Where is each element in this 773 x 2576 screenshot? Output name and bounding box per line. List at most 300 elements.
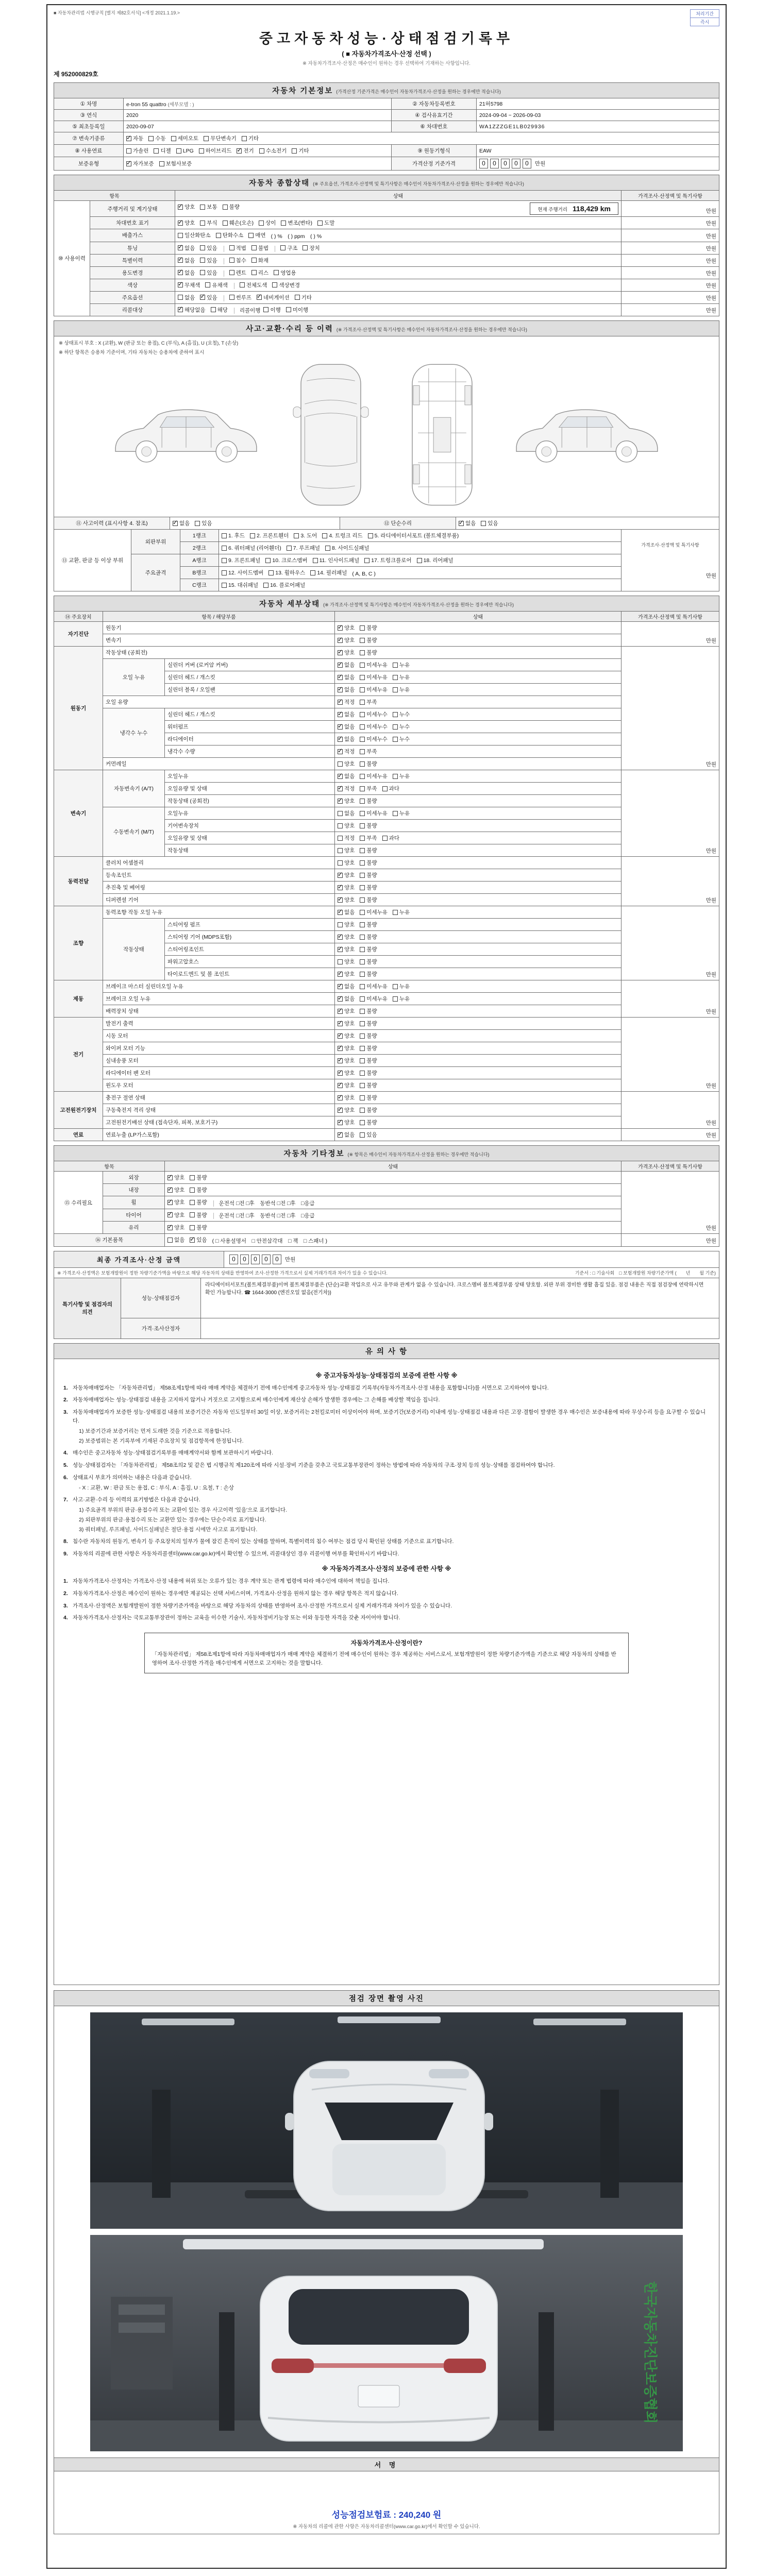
checkbox-label: 누유 [399,662,410,668]
detail-item-label: 변속기 [103,634,335,647]
checkbox-미세누유[interactable] [360,809,388,817]
warranty-type-label: 보증유형 [54,157,124,171]
checkbox-18. 리어패널[interactable] [417,556,453,564]
checkbox-label: 불량 [366,885,377,891]
checkbox-양호[interactable] [338,1007,355,1015]
checkbox-침수[interactable] [229,257,246,264]
checkbox-적정[interactable] [338,785,355,792]
checkbox-label: 없음 [184,269,195,276]
checkbox-양호[interactable] [178,203,195,211]
checkbox-이행[interactable] [263,306,280,314]
checkbox-무단변속기[interactable] [204,134,237,142]
checkbox-label: 누유 [399,674,410,681]
checkbox-10. 크로스멤버[interactable] [265,556,307,564]
checkbox-12. 사이드멤버[interactable] [222,569,263,577]
checkbox-15. 대쉬패널[interactable] [222,581,258,589]
checkbox-icon [360,1071,365,1076]
checkbox-전체도색[interactable] [240,281,267,289]
checkbox-누유[interactable] [393,908,410,916]
notice-number: 2. [63,1397,68,1403]
checkbox-양호[interactable] [338,970,355,978]
checkbox-불량[interactable] [360,1118,377,1126]
checkbox-불량[interactable] [360,636,377,644]
checkbox-label: 없음 [344,662,355,668]
checkbox-양호[interactable] [338,797,355,805]
checkbox-탄화수소[interactable] [216,231,244,239]
checkbox-없음[interactable] [178,294,195,301]
notice-number: 6. [63,1474,68,1481]
checkbox-누수[interactable] [393,710,410,718]
checkbox-양호[interactable] [167,1224,184,1231]
checkbox-보통[interactable] [200,203,217,211]
checkbox-양호[interactable] [338,884,355,891]
checkbox-불량[interactable] [190,1211,207,1219]
checkbox-icon [268,570,274,575]
etc-head-price: 가격조사·산정액 및 특기사항 [621,1161,719,1172]
checkbox-무채색[interactable] [178,281,200,289]
checkbox-미세누유[interactable] [360,908,388,916]
checkbox-4. 트렁크 리드[interactable] [322,532,362,539]
checkbox-불량[interactable] [190,1198,207,1206]
checkbox-label: 불량 [366,848,377,854]
checkbox-불량[interactable] [360,1032,377,1040]
detail-row [54,1079,719,1092]
checkbox-있음[interactable] [200,244,217,252]
motor-type-value: EAW [477,145,719,157]
checkbox-불량[interactable] [360,1106,377,1114]
checkbox-label: 미세누수 [366,736,388,742]
checkbox-전기[interactable] [237,147,254,155]
checkbox-icon [178,258,183,263]
price-amount-cell: 만원 [621,217,719,229]
checkbox-불량[interactable] [360,1057,377,1064]
detail-item-label: 실린더 커버 (로커암 커버) [165,659,335,671]
checkbox-없음[interactable] [338,673,355,681]
checkbox-양호[interactable] [338,846,355,854]
checkbox-있음[interactable] [360,1131,377,1139]
checkbox-양호[interactable] [338,760,355,768]
checkbox-label: 불량 [366,1107,377,1113]
checkbox-label: 해당 [217,307,228,313]
checkbox-불량[interactable] [360,1094,377,1101]
final-price-note: 기준서 : □ 기술사회 □ 보험개발원 차량기준가액 ( 년 월 기준) ※ 가격조사·산정액은 보험개발원이 정한 차량기준가액을 바탕으로 해당 자동차의 상태를 반영하여 조사·산정한 가격으로서 실제 거래가격과 차이가 있을 수 있습니다. [54,1267,719,1278]
checkbox-가솔린[interactable] [126,147,148,155]
checkbox-14. 필러패널[interactable] [310,569,347,577]
checkbox-불량[interactable] [190,1224,207,1231]
checkbox-icon [338,860,343,866]
checkbox-icon [223,205,228,210]
checkbox-해당[interactable] [211,306,228,314]
checkbox-양호[interactable] [338,822,355,829]
checkbox-양호[interactable] [167,1174,184,1181]
checkbox-자동[interactable] [126,134,143,142]
checkbox-양호[interactable] [338,933,355,941]
detail-row [54,1129,719,1141]
checkbox-불량[interactable] [360,871,377,879]
checkbox-icon [229,245,234,250]
checkbox-보험사보증[interactable] [159,160,192,167]
checkbox-7. 루프패널[interactable] [287,544,320,552]
checkbox-label: 미세누수 [366,711,388,718]
checkbox-icon [360,1132,365,1138]
checkbox-label: 13. 휠하우스 [275,570,306,576]
overall-extra-label: 리콜이행 [239,308,261,314]
checkbox-양호[interactable] [338,649,355,656]
checkbox-label: 없음 [344,909,355,916]
checkbox-icon [360,786,365,791]
checkbox-icon [338,1046,343,1051]
detail-item-label: 실린더 헤드 / 개스킷 [165,708,335,721]
checkbox-있음[interactable] [195,519,212,527]
photo-section-title: 점검 장면 촬영 사진 [54,1991,719,2006]
checkbox-불량[interactable] [360,921,377,928]
checkbox-양호[interactable] [167,1186,184,1194]
checkbox-구조[interactable] [280,244,297,252]
current-mileage-box [530,202,618,215]
detail-item-label: 기어변속장치 [165,820,335,832]
detail-row [54,758,719,770]
checkbox-누유[interactable] [393,772,410,780]
checkbox-누유[interactable] [393,661,410,669]
checkbox-icon [360,984,365,989]
checkbox-icon [259,221,264,226]
checkbox-불량[interactable] [360,896,377,904]
checkbox-label: 2. 프론트휀더 [256,533,289,539]
checkbox-과다[interactable] [382,834,399,842]
checkbox-매연[interactable] [248,231,265,239]
device-group-label: 변속기 [54,770,103,857]
checkbox-icon [190,1200,195,1205]
checkbox-불량[interactable] [360,958,377,965]
checkbox-불량[interactable] [190,1186,207,1194]
checkbox-불량[interactable] [360,822,377,829]
transmission-options [124,132,719,145]
checkbox-부족[interactable] [360,698,377,706]
checkbox-없음[interactable] [178,257,195,264]
detail-state-cell [335,993,621,1005]
checkbox-label: 있음 [207,245,217,251]
checkbox-미세누유[interactable] [360,673,388,681]
rank-row [54,554,719,567]
checkbox-양호[interactable] [338,958,355,965]
checkbox-icon [360,910,365,915]
checkbox-미세누유[interactable] [360,661,388,669]
checkbox-없음[interactable] [338,686,355,693]
checkbox-양호[interactable] [338,1106,355,1114]
checkbox-icon [393,663,398,668]
detail-item-label: 실린더 헤드 / 개스킷 [165,671,335,684]
checkbox-1. 후드[interactable] [222,532,245,539]
checkbox-적정[interactable] [338,698,355,706]
checkbox-있음[interactable] [200,294,217,301]
checkbox-없음[interactable] [338,809,355,817]
checkbox-적정[interactable] [338,834,355,842]
checkbox-양호[interactable] [338,921,355,928]
checkbox-있음[interactable] [200,257,217,264]
checkbox-양호[interactable] [338,624,355,632]
checkbox-양호[interactable] [338,871,355,879]
checkbox-양호[interactable] [338,1057,355,1064]
checkbox-영업용[interactable] [274,269,296,277]
checkbox-icon [338,1108,343,1113]
checkbox-불량[interactable] [360,1069,377,1077]
car-underbody-diagram [398,360,486,509]
checkbox-양호[interactable] [178,219,195,227]
checkbox-3. 도어[interactable] [294,532,317,539]
checkbox-불량[interactable] [360,846,377,854]
checkbox-일산화탄소[interactable] [178,231,211,239]
checkbox-icon [393,996,398,1002]
checkbox-label: 누유 [399,984,410,990]
checkbox-불량[interactable] [360,1020,377,1027]
checkbox-양호[interactable] [338,1081,355,1089]
checkbox-icon [338,1009,343,1014]
checkbox-양호[interactable] [338,1094,355,1101]
checkbox-누유[interactable] [393,673,410,681]
checkbox-label: 보험사보증 [165,161,192,167]
checkbox-icon [393,811,398,816]
checkbox-icon [338,885,343,890]
checkbox-icon [195,521,200,526]
checkbox-미세누수[interactable] [360,723,388,731]
notice-subitem: - X : 교환, W : 판금 또는 용접, C : 부식, A : 흠집, U : 요철, T : 손상 [79,1484,234,1491]
overall-row [54,217,719,229]
checkbox-label: 색상변경 [279,282,300,289]
checkbox-label: 불량 [366,860,377,866]
checkbox-icon [338,663,343,668]
detail-item-label: 브레이크 오일 누유 [103,993,335,1005]
checkbox-label: 양호 [344,1033,355,1039]
checkbox-미이행[interactable] [286,306,308,314]
checkbox-부식[interactable] [200,219,217,227]
checkbox-불량[interactable] [360,760,377,768]
checkbox-해당없음[interactable] [178,306,206,314]
checkbox-없음[interactable] [173,519,190,527]
checkbox-미세누유[interactable] [360,982,388,990]
base-price-value: 0 0 0 0 0 만원 [477,157,719,171]
checkbox-네비게이션[interactable] [257,294,290,301]
checkbox-불량[interactable] [360,1044,377,1052]
checkbox-미세누수[interactable] [360,735,388,743]
checkbox-누유[interactable] [393,995,410,1003]
checkbox-불량[interactable] [360,1007,377,1015]
checkbox-양호[interactable] [338,1118,355,1126]
notice-item [63,1589,710,1598]
checkbox-icon [360,1033,365,1039]
overall-state-cell [175,279,621,291]
checkbox-양호[interactable] [338,1020,355,1027]
checkbox-label: 양호 [184,204,195,210]
checkbox-label: 불량 [366,959,377,965]
checkbox-불량[interactable] [360,933,377,941]
checkbox-미세누유[interactable] [360,995,388,1003]
checkbox-양호[interactable] [338,896,355,904]
price-amount-cell: 만원 [621,857,719,906]
detail-state-cell [335,1079,621,1092]
checkbox-장치[interactable] [303,244,320,252]
detail-subgroup-label: 수동변속기 (M/T) [103,807,165,857]
checkbox-label: 있음 [201,520,212,527]
checkbox-label: 적정 [344,749,355,755]
checkbox-기타[interactable] [292,147,309,155]
checkbox-불법[interactable] [251,244,268,252]
checkbox-변조(변타)[interactable] [281,219,312,227]
checkbox-없음[interactable] [338,710,355,718]
checkbox-label: 양호 [344,637,355,643]
checkbox-불량[interactable] [360,970,377,978]
checkbox-icon [200,270,205,275]
checkbox-양호[interactable] [338,636,355,644]
checkbox-label: 유채색 [212,282,228,289]
notice-text: 상태표시 부호가 의미하는 내용은 다음과 같습니다. [73,1474,192,1481]
checkbox-양호[interactable] [338,859,355,867]
checkbox-적법[interactable] [229,244,246,252]
checkbox-렌트[interactable] [229,269,246,277]
checkbox-훼손(오손)[interactable] [223,219,254,227]
checkbox-없음[interactable] [338,772,355,780]
checkbox-미세누유[interactable] [360,772,388,780]
checkbox-누유[interactable] [393,809,410,817]
checkbox-label: 양호 [344,650,355,656]
checkbox-icon [154,148,159,154]
checkbox-icon [338,749,343,754]
checkbox-미세누수[interactable] [360,710,388,718]
checkbox-불량[interactable] [360,884,377,891]
checkbox-icon [176,148,181,154]
checkbox-불량[interactable] [360,1081,377,1089]
checkbox-icon [248,233,254,238]
checkbox-과다[interactable] [382,785,399,792]
checkbox-하이브리드[interactable] [199,147,232,155]
checkbox-불량[interactable] [360,624,377,632]
detail-state-cell [335,968,621,980]
checkbox-상이[interactable] [259,219,276,227]
amount-digit: 0 [501,159,510,168]
rank-note: ( A, B, C ) [352,570,376,577]
checkbox-없음[interactable] [459,519,476,527]
checkbox-미세누유[interactable] [360,686,388,693]
checkbox-13. 휠하우스[interactable] [268,569,305,577]
checkbox-label: 일산화탄소 [184,232,211,239]
checkbox-label: 적법 [236,245,246,251]
detail-head-price: 가격조사·산정액 및 특기사항 [621,612,719,622]
checkbox-기타[interactable] [295,294,312,301]
checkbox-없음[interactable] [338,908,355,916]
checkbox-유채색[interactable] [205,281,227,289]
checkbox-없음[interactable] [338,661,355,669]
checkbox-있음[interactable] [200,269,217,277]
checkbox-없음[interactable] [178,269,195,277]
checkbox-불량[interactable] [223,203,240,211]
checkbox-icon [222,570,227,575]
checkbox-9. 프론트패널[interactable] [222,556,260,564]
checkbox-부족[interactable] [360,785,377,792]
checkbox-적정[interactable] [338,748,355,755]
checkbox-부족[interactable] [360,748,377,755]
checkbox-누유[interactable] [393,982,410,990]
checkbox-label: 양호 [344,823,355,829]
checkbox-부족[interactable] [360,834,377,842]
checkbox-수소전기[interactable] [259,147,287,155]
checkbox-없음[interactable] [338,735,355,743]
detail-state-cell [335,1018,621,1030]
price-amount-cell: 만원 [621,242,719,254]
checkbox-label: 없음 [344,810,355,817]
checkbox-세미오토[interactable] [171,134,199,142]
checkbox-17. 트렁크플로어[interactable] [364,556,411,564]
checkbox-label: 침수 [236,257,246,264]
checkbox-LPG[interactable] [176,148,194,154]
checkbox-없음[interactable] [167,1236,184,1244]
checkbox-없음[interactable] [338,723,355,731]
checkbox-icon [382,786,388,791]
accident-diagram-cell [54,336,719,517]
checkbox-누유[interactable] [393,686,410,693]
checkbox-11. 인사이드패널[interactable] [313,556,360,564]
notice-number: 3. [63,1602,68,1609]
checkbox-양호[interactable] [167,1211,184,1219]
checkbox-양호[interactable] [338,945,355,953]
checkbox-자가보증[interactable] [126,160,154,167]
checkbox-label: 불량 [366,872,377,878]
checkbox-양호[interactable] [167,1198,184,1206]
checkbox-없음[interactable] [178,244,195,252]
checkbox-양호[interactable] [338,1069,355,1077]
checkbox-누수[interactable] [393,723,410,731]
checkbox-icon [200,245,205,250]
checkbox-불량[interactable] [190,1174,207,1181]
price-amount-cell: 만원 [621,291,719,303]
checkbox-2. 프론트휀더[interactable] [250,532,289,539]
checkbox-리스[interactable] [251,269,268,277]
checkbox-기타[interactable] [242,134,259,142]
checkbox-icon [257,295,262,300]
checkbox-5. 라디에이터서포트 (볼트체결부품)[interactable] [368,532,459,539]
checkbox-8. 사이드실패널[interactable] [325,544,369,552]
vin-label: ⑥ 차대번호 [392,121,477,132]
checkbox-색상변경[interactable] [272,281,300,289]
checkbox-누수[interactable] [393,735,410,743]
checkbox-불량[interactable] [360,649,377,656]
etc-basic-row [54,1234,719,1247]
checkbox-없음[interactable] [338,982,355,990]
overall-item-label: 리콜대상 [90,303,175,316]
checkbox-6. 쿼터패널 (리어휀더)[interactable] [222,544,281,552]
checkbox-없음[interactable] [338,995,355,1003]
checkbox-불량[interactable] [360,797,377,805]
amount-digit: 0 [479,159,488,168]
checkbox-도말[interactable] [317,219,334,227]
checkbox-수동[interactable] [148,134,165,142]
checkbox-icon [167,1238,173,1243]
price-definition-text: 「자동차관리법」 제58조제1항에 따라 자동차매매업자가 매매 계약을 체결하기 전에 매수인이 원하는 경우 제공하는 서비스로서, 보험개발원이 정한 차량기준가액을 기준으로 해당 자동차의 상태를 반영하여 조사·산정한 가격을 매수인에게 서면으로 고지하는 것을 말합니다. [152,1651,616,1667]
checkbox-양호[interactable] [338,1044,355,1052]
checkbox-있음[interactable] [481,519,498,527]
checkbox-썬루프[interactable] [229,294,251,301]
checkbox-화재[interactable] [251,257,268,264]
checkbox-디젤[interactable] [154,147,171,155]
checkbox-불량[interactable] [360,945,377,953]
checkbox-없음[interactable] [338,1131,355,1139]
notice-item [63,1577,710,1586]
checkbox-양호[interactable] [338,1032,355,1040]
checkbox-icon [222,558,227,563]
checkbox-불량[interactable] [360,859,377,867]
checkbox-label: 양호 [344,1107,355,1113]
checkbox-16. 플로어패널[interactable] [263,581,305,589]
checkbox-있음[interactable] [190,1236,207,1244]
checkbox-label: 없음 [184,245,195,251]
